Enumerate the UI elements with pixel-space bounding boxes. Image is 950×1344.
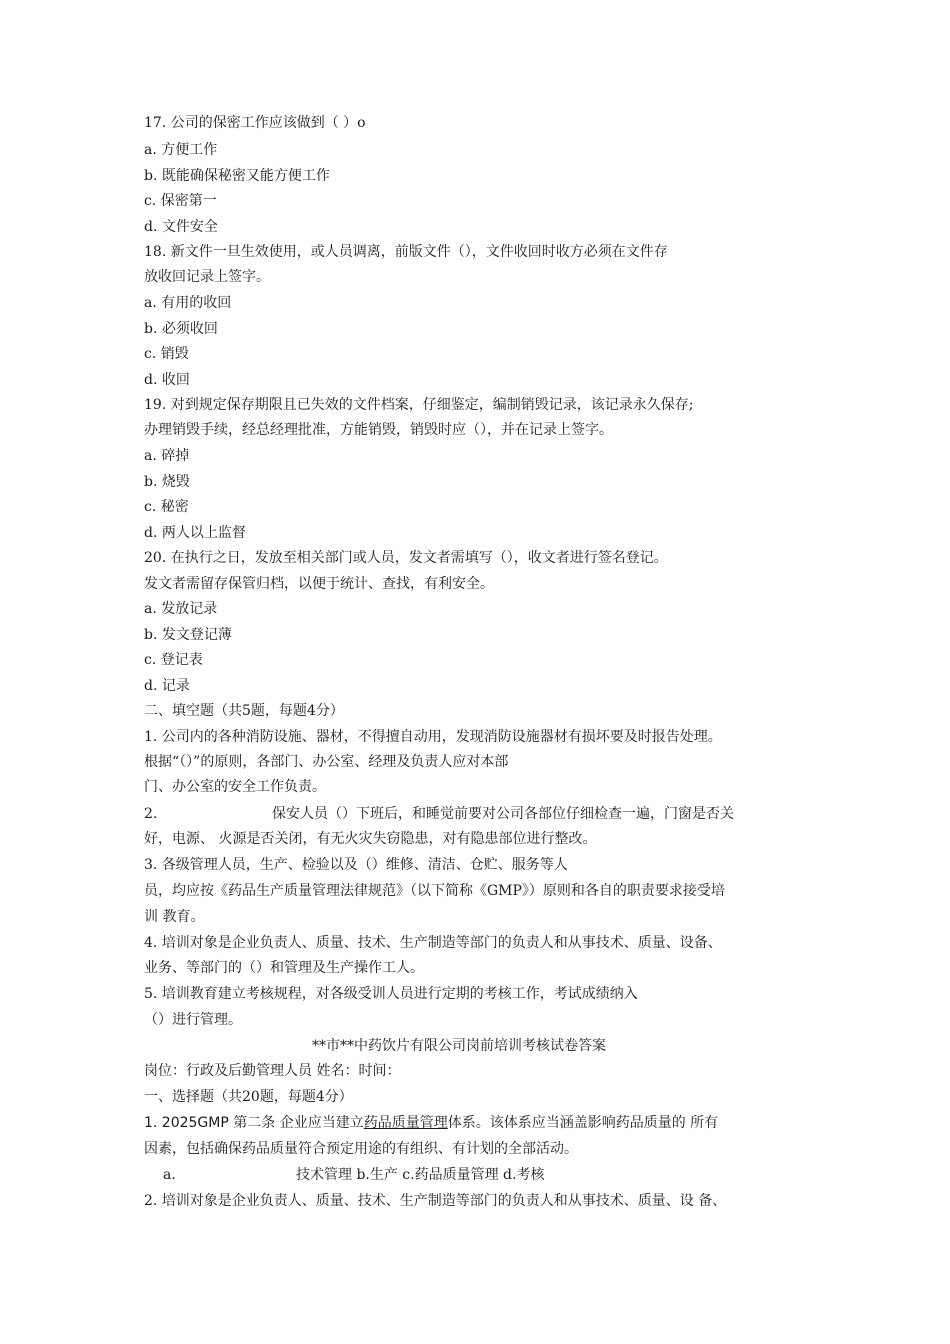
answer-1-text-end: 体系。该体系应当涵盖影响药品质量的 所有 xyxy=(447,1115,719,1131)
fill-question-3-line3: 训 教育。 xyxy=(144,909,205,925)
question-19-option-c: c. 秘密 xyxy=(144,499,189,515)
fill-section-heading: 二、填空题（共5题，每题4分） xyxy=(144,703,344,719)
question-20-option-c: c. 登记表 xyxy=(144,652,203,668)
fill-question-2-number: 2. xyxy=(144,806,158,822)
fill-question-1-line3: 门、办公室的安全工作负责。 xyxy=(144,779,326,795)
question-18-stem-line2: 放收回记录上签字。 xyxy=(144,269,270,285)
question-18-option-c: c. 销毁 xyxy=(144,346,189,362)
question-18-option-d: d. 收回 xyxy=(144,372,190,388)
fill-question-5-line2: （）进行管理。 xyxy=(144,1012,242,1028)
question-17-option-c: c. 保密第一 xyxy=(144,193,217,209)
answer-1-prefix: 1. 2025GMP xyxy=(144,1115,229,1131)
question-19-option-b: b. 烧毁 xyxy=(144,474,190,490)
fill-question-2-line1: 保安人员（）下班后，和睡觉前要对公司各部位仔细检查一遍，门窗是否关 xyxy=(272,806,734,822)
question-18-stem-line1: 18. 新文件一旦生效使用，或人员调离，前版文件（），文件收回时收方必须在文件存 xyxy=(144,244,668,260)
fill-question-4-line1: 4. 培训对象是企业负责人、质量、技术、生产制造等部门的负责人和从事技术、质量、设备、 xyxy=(144,935,722,951)
answer-1-line1 xyxy=(144,1113,718,1133)
answer-1-options: 技术管理 b.生产 c.药品质量管理 d.考核 xyxy=(296,1167,545,1183)
fill-question-1-line2: 根据“（）”的原则，各部门、办公室、经理及负责人应对本部 xyxy=(144,754,509,770)
answer-sheet-title: **市**中药饮片有限公司岗前培训考核试卷答案 xyxy=(312,1038,606,1054)
question-20-stem-line2: 发文者需留存保管归档，以便于统计、查找，有利安全。 xyxy=(144,576,494,592)
question-17-stem: 17. 公司的保密工作应该做到（ ）o xyxy=(144,115,366,131)
question-18-option-a: a. 有用的收回 xyxy=(144,295,232,311)
answer-2-line1: 2. 培训对象是企业负责人、质量、技术、生产制造等部门的负责人和从事技术、质量、设 备、 xyxy=(144,1193,727,1209)
fill-question-4-line2: 业务、等部门的（）和管理及生产操作工人。 xyxy=(144,960,424,976)
choice-section-heading: 一、选择题（共20题，每题4分） xyxy=(144,1089,353,1105)
fill-question-5-line1: 5. 培训教育建立考核规程，对各级受训人员进行定期的考核工作，考试成绩纳入 xyxy=(144,986,638,1002)
answer-1-underlined-term: 药品质量管理 xyxy=(363,1115,448,1131)
answer-1-text: 第二条 企业应当建立 xyxy=(228,1115,364,1131)
fill-question-2-line2: 好，电源、 火源是否关闭，有无火灾失窃隐患，对有隐患部位进行整改。 xyxy=(144,831,597,847)
fill-question-3-line2: 员，均应按《药品生产质量管理法律规范》（以下简称《GMP》）原则和各自的职责要求接受培 xyxy=(144,883,725,899)
question-20-option-a: a. 发放记录 xyxy=(144,601,218,617)
answer-sheet-info: 岗位：行政及后勤管理人员 姓名：时间： xyxy=(144,1063,401,1079)
answer-1-line2: 因素，包括确保药品质量符合预定用途的有组织、有计划的全部活动。 xyxy=(144,1141,578,1157)
question-19-stem-line1: 19. 对到规定保存期限且已失效的文件档案，仔细鉴定，编制销毁记录，该记录永久保存; xyxy=(144,397,694,413)
fill-question-1-line1: 1. 公司内的各种消防设施、器材，不得擅自动用，发现消防设施器材有损坏要及时报告处理。 xyxy=(144,729,722,745)
question-19-stem-line2: 办理销毁手续，经总经理批准，方能销毁，销毁时应（），并在记录上签字。 xyxy=(144,422,613,438)
question-17-option-a: a. 方便工作 xyxy=(144,142,218,158)
question-17-option-b: b. 既能确保秘密又能方便工作 xyxy=(144,168,330,184)
question-19-option-a: a. 碎掉 xyxy=(144,448,190,464)
question-20-option-b: b. 发文登记薄 xyxy=(144,627,232,643)
question-19-option-d: d. 两人以上监督 xyxy=(144,525,246,541)
question-18-option-b: b. 必须收回 xyxy=(144,321,218,337)
question-20-option-d: d. 记录 xyxy=(144,678,190,694)
question-17-option-d: d. 文件安全 xyxy=(144,219,218,235)
answer-1-option-a-label: a. xyxy=(163,1167,176,1183)
question-20-stem-line1: 20. 在执行之日，发放至相关部门或人员，发文者需填写（），收文者进行签名登记。 xyxy=(144,550,668,566)
fill-question-3-line1: 3. 各级管理人员，生产、检验以及（）维修、清洁、仓贮、服务等人 xyxy=(144,857,568,873)
